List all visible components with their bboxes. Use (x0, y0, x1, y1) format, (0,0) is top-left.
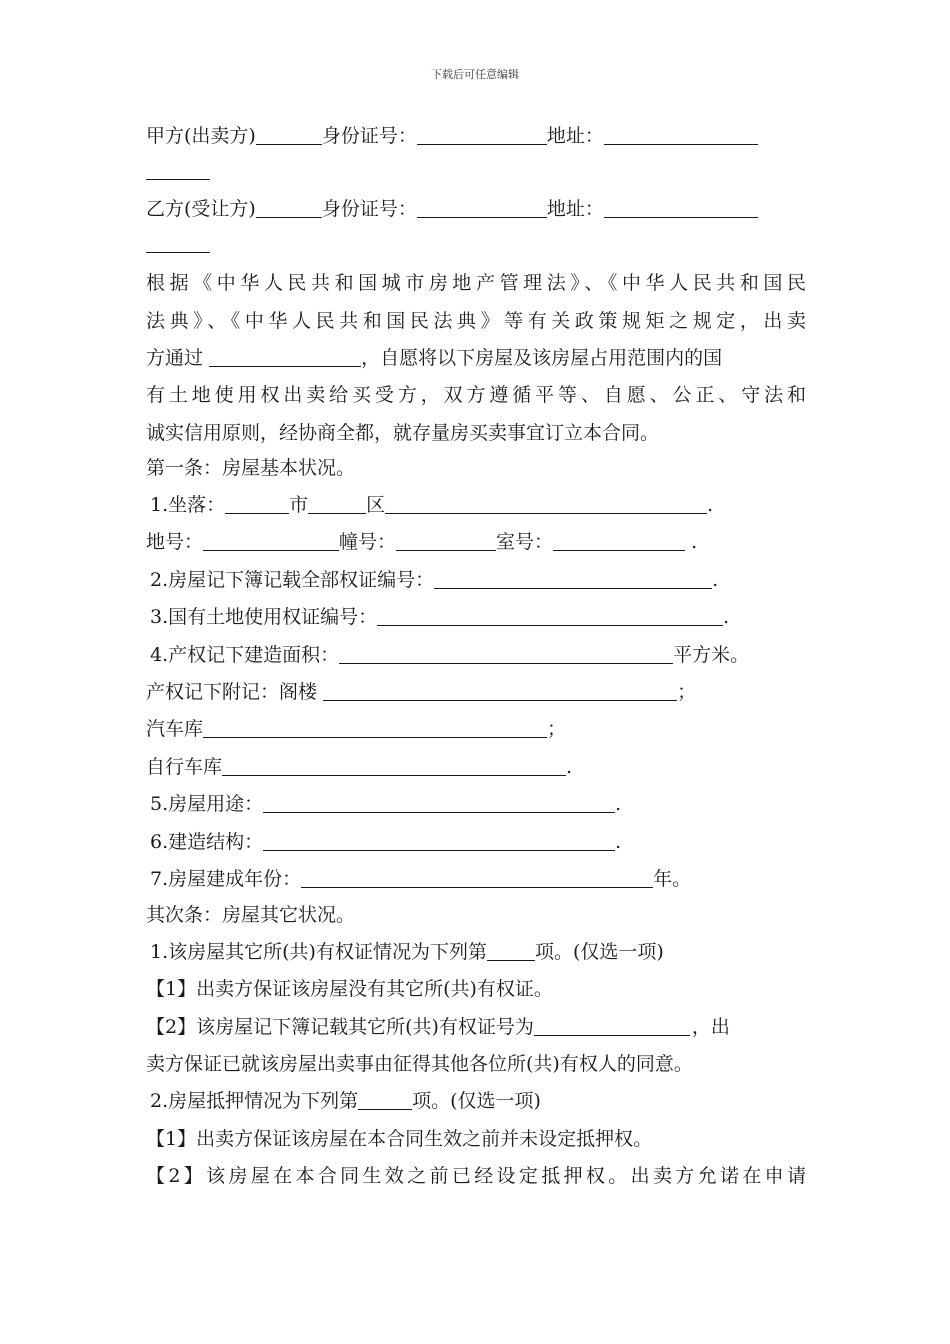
co-ownership-question (150, 938, 664, 966)
land-cert-line (150, 603, 729, 631)
mortgage-question-suffix: 项。(仅选一项) (412, 1090, 541, 1112)
usage-label: 5.房屋用途： (150, 793, 264, 815)
ownership-cert-label: 2.房屋记下簿记载全部权证编号： (150, 569, 435, 591)
co-ownership-choice-blank[interactable] (487, 942, 535, 961)
party-b-label: 乙方(受让方) (146, 198, 256, 220)
party-a-line (146, 122, 758, 150)
preamble-line-2: 法典》、《中华人民共和国民法典》等有关政策规矩之规定，出卖 (146, 310, 806, 332)
usage-blank[interactable] (263, 794, 615, 813)
mortgage-option-1: 【1】出卖方保证该房屋在本合同生效之前并未设定抵押权。 (146, 1128, 653, 1150)
party-a-name-blank[interactable] (256, 126, 322, 145)
structure-line (150, 828, 621, 856)
party-b-address-blank-cont[interactable] (146, 234, 210, 253)
street-blank[interactable] (385, 495, 707, 514)
city-blank[interactable] (225, 495, 289, 514)
co-ownership-question-suffix: 项。(仅选一项) (534, 941, 664, 963)
building-number-blank[interactable] (396, 532, 496, 551)
party-a-address-blank[interactable] (604, 126, 758, 145)
co-ownership-option-2-suffix: ，出 (691, 1016, 730, 1038)
co-ownership-question-text: 1.该房屋其它所(共)有权证情况为下列第 (150, 941, 487, 963)
ownership-cert-period: . (712, 569, 719, 591)
land-cert-blank[interactable] (377, 607, 723, 626)
preamble-line-1: 根据《中华人民共和国城市房地产管理法》、《中华人民共和国民 (146, 272, 806, 294)
floor-area-unit: 平方米。 (673, 644, 750, 666)
preamble-line-4: 有土地使用权出卖给买受方，双方遵循平等、自愿、公正、守法和 (146, 384, 806, 406)
build-year-line (150, 865, 691, 893)
location-period: . (707, 494, 714, 516)
garage-blank[interactable] (203, 719, 547, 738)
land-cert-label: 3.国有土地使用权证编号： (150, 606, 378, 628)
bike-storage-line (146, 753, 572, 781)
lot-number-blank[interactable] (203, 532, 339, 551)
bike-storage-period: . (566, 756, 573, 778)
building-number-label: 幢号： (339, 531, 397, 553)
district-label: 区 (366, 494, 386, 516)
party-b-address-label: 地址： (546, 198, 604, 220)
party-a-address-continued (146, 157, 210, 185)
co-ownership-option-2-cont: 卖方保证已就该房屋出卖事由征得其他各位所(共)有权人的同意。 (146, 1053, 693, 1075)
article-2-title: 其次条：房屋其它状况。 (146, 904, 356, 926)
lot-line-period: . (691, 531, 698, 553)
usage-line (150, 790, 621, 818)
attic-line (146, 678, 696, 706)
co-ownership-option-2 (146, 1013, 730, 1041)
structure-blank[interactable] (263, 832, 615, 851)
transaction-method-blank[interactable] (209, 348, 361, 367)
garage-semicolon: ； (547, 718, 567, 740)
party-b-line (146, 195, 758, 223)
co-ownership-option-1: 【1】出卖方保证该房屋没有其它所(共)有权证。 (146, 978, 553, 1000)
room-number-blank[interactable] (553, 532, 685, 551)
mortgage-question-text: 2.房屋抵押情况为下列第 (150, 1090, 359, 1112)
build-year-label: 7.房屋建成年份： (150, 868, 302, 890)
article-1-title: 第一条：房屋基本状况。 (146, 457, 356, 479)
bike-storage-label: 自行车库 (146, 756, 223, 778)
co-ownership-option-2-text: 【2】该房屋记下簿记载其它所(共)有权证号为 (146, 1016, 534, 1038)
co-ownership-cert-blank[interactable] (534, 1017, 690, 1036)
floor-area-label: 4.产权记下建造面积： (150, 644, 340, 666)
lot-line (146, 528, 697, 556)
party-a-id-label: 身份证号： (321, 125, 417, 147)
district-blank[interactable] (308, 495, 366, 514)
garage-line (146, 715, 566, 743)
mortgage-question (150, 1087, 541, 1115)
usage-period: . (615, 793, 622, 815)
ownership-cert-line (150, 566, 718, 594)
preamble-line-3 (146, 344, 722, 372)
land-cert-period: . (723, 606, 730, 628)
mortgage-choice-blank[interactable] (358, 1091, 412, 1110)
party-b-address-blank[interactable] (604, 199, 758, 218)
floor-area-blank[interactable] (339, 645, 673, 664)
build-year-blank[interactable] (301, 869, 653, 888)
party-b-name-blank[interactable] (256, 199, 322, 218)
party-a-address-label: 地址： (546, 125, 604, 147)
structure-label: 6.建造结构： (150, 831, 264, 853)
location-line (150, 491, 713, 519)
ownership-cert-blank[interactable] (434, 570, 712, 589)
party-b-id-blank[interactable] (417, 199, 547, 218)
city-label: 市 (289, 494, 309, 516)
build-year-unit: 年。 (653, 868, 692, 890)
attic-blank[interactable] (323, 682, 677, 701)
preamble-line-5: 诚实信用原则，经协商全都，就存量房买卖事宜订立本合同。 (146, 422, 660, 444)
location-label: 1.坐落： (150, 494, 226, 516)
bike-storage-blank[interactable] (222, 757, 566, 776)
preamble-line-3-a: 方通过 (146, 347, 204, 369)
lot-number-label: 地号： (146, 531, 204, 553)
party-b-id-label: 身份证号： (321, 198, 417, 220)
room-number-label: 室号： (496, 531, 554, 553)
attic-label: 产权记下附记：阁楼 (146, 681, 318, 703)
party-a-id-blank[interactable] (417, 126, 547, 145)
floor-area-line (150, 641, 749, 669)
mortgage-option-2: 【2】该房屋在本合同生效之前已经设定抵押权。出卖方允诺在申请 (146, 1165, 806, 1187)
preamble-line-3-b: ，自愿将以下房屋及该房屋占用范围内的国 (361, 347, 723, 369)
party-b-address-continued (146, 230, 210, 258)
attic-semicolon: ； (677, 681, 697, 703)
party-a-label: 甲方(出卖方) (146, 125, 256, 147)
garage-label: 汽车库 (146, 718, 204, 740)
party-a-address-blank-cont[interactable] (146, 161, 210, 180)
structure-period: . (615, 831, 622, 853)
page-header-note: 下载后可任意编辑 (431, 68, 519, 81)
